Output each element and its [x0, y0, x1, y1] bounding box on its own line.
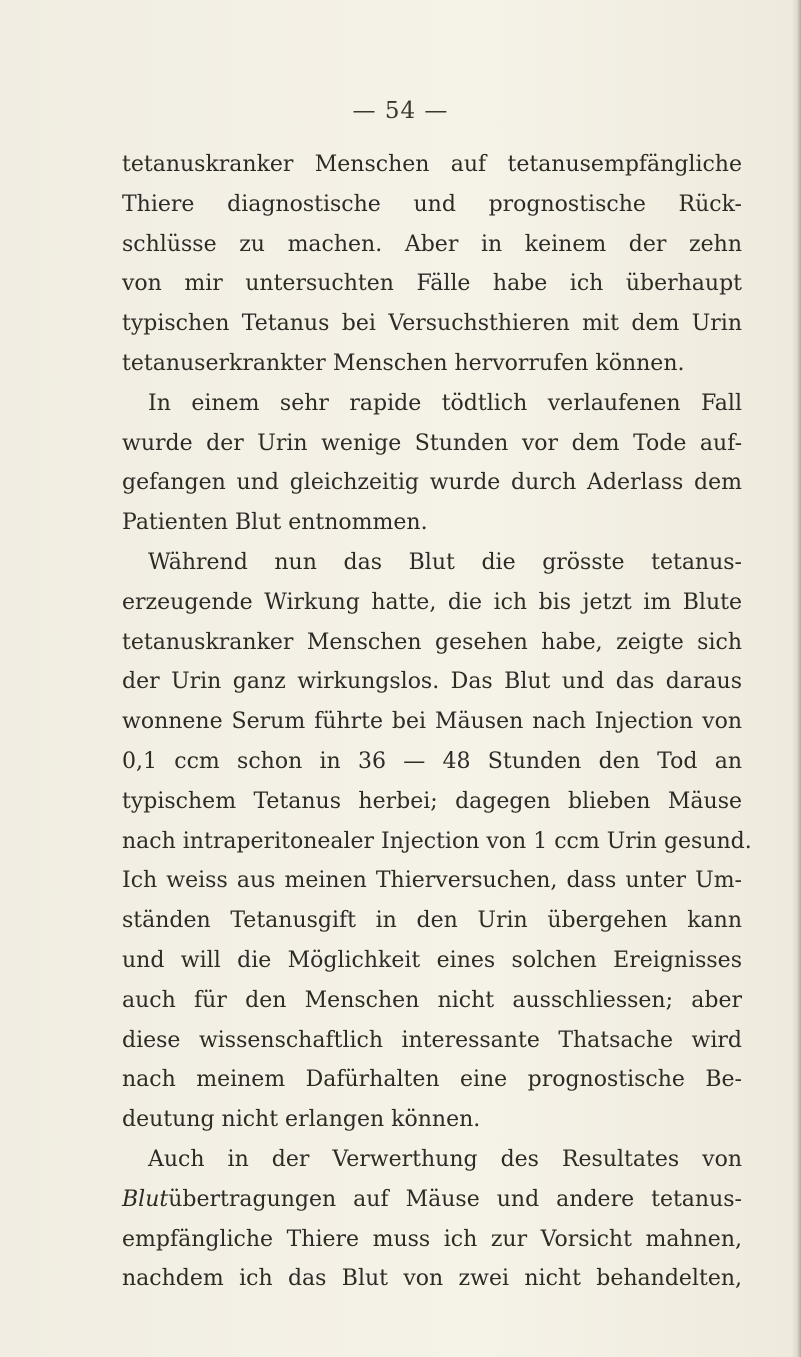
text-line: Patienten Blut entnommen. — [122, 510, 428, 536]
text-line: typischem Tetanus herbei; dagegen blieben Mäuse — [122, 788, 742, 814]
text-line: tetanuskranker Menschen gesehen habe, zeigte sich — [122, 629, 742, 655]
text-line: nachdem ich das Blut von zwei nicht behandelten, — [122, 1266, 742, 1292]
text-line: deutung nicht erlangen können. — [122, 1107, 481, 1133]
text-line: von mir untersuchten Fälle habe ich überhaupt — [122, 271, 742, 297]
text-line: 0,1 ccm schon in 36 — 48 Stunden den Tod an — [122, 748, 742, 774]
text-line: gefangen und gleichzeitig wurde durch Aderlass dem — [122, 470, 742, 496]
page-edge-shadow — [791, 0, 801, 1357]
text-line: Thiere diagnostische und prognostische Rück- — [122, 191, 742, 217]
body-text — [122, 145, 752, 1299]
text-line: erzeugende Wirkung hatte, die ich bis jetzt im Blute — [122, 589, 742, 615]
text-line: schlüsse zu machen. Aber in keinem der zehn — [122, 231, 742, 257]
text-line: auch für den Menschen nicht ausschliessen; aber — [122, 987, 742, 1013]
text-line: typischen Tetanus bei Versuchsthieren mit dem Urin — [122, 311, 742, 337]
text-line: empfängliche Thiere muss ich zur Vorsicht mahnen, — [122, 1226, 742, 1252]
italic-word: Blut — [122, 1186, 169, 1212]
text-line: Ich weiss aus meinen Thierversuchen, dass unter Um- — [122, 868, 742, 894]
text-line: In einem sehr rapide tödtlich verlaufenen Fall — [148, 390, 742, 416]
text-line: wurde der Urin wenige Stunden vor dem Tode auf- — [122, 430, 742, 456]
text-line: tetanuskranker Menschen auf tetanusempfängliche — [122, 152, 742, 177]
text-line: wonnene Serum führte bei Mäusen nach Injection von — [122, 709, 742, 735]
text-line: und will die Möglichkeit eines solchen Ereignisses — [122, 947, 742, 973]
text-line-rest: übertragungen auf Mäuse und andere tetanus- — [168, 1186, 742, 1212]
text-line: nach meinem Dafürhalten eine prognostische Be- — [122, 1067, 742, 1093]
text-line: diese wissenschaftlich interessante Thatsache wird — [122, 1027, 742, 1053]
text-line: nach intraperitonealer Injection von 1 ccm Urin gesund. — [122, 828, 752, 854]
text-line: Auch in der Verwerthung des Resultates von — [148, 1146, 742, 1172]
text-line — [122, 1180, 742, 1220]
page-number: — 54 — — [352, 98, 449, 124]
text-line: tetanuserkrankter Menschen hervorrufen können. — [122, 350, 685, 376]
text-line: der Urin ganz wirkungslos. Das Blut und das daraus — [122, 669, 742, 695]
text-line: ständen Tetanusgift in den Urin übergehen kann — [122, 908, 742, 934]
text-line: Während nun das Blut die grösste tetanus- — [148, 549, 742, 575]
